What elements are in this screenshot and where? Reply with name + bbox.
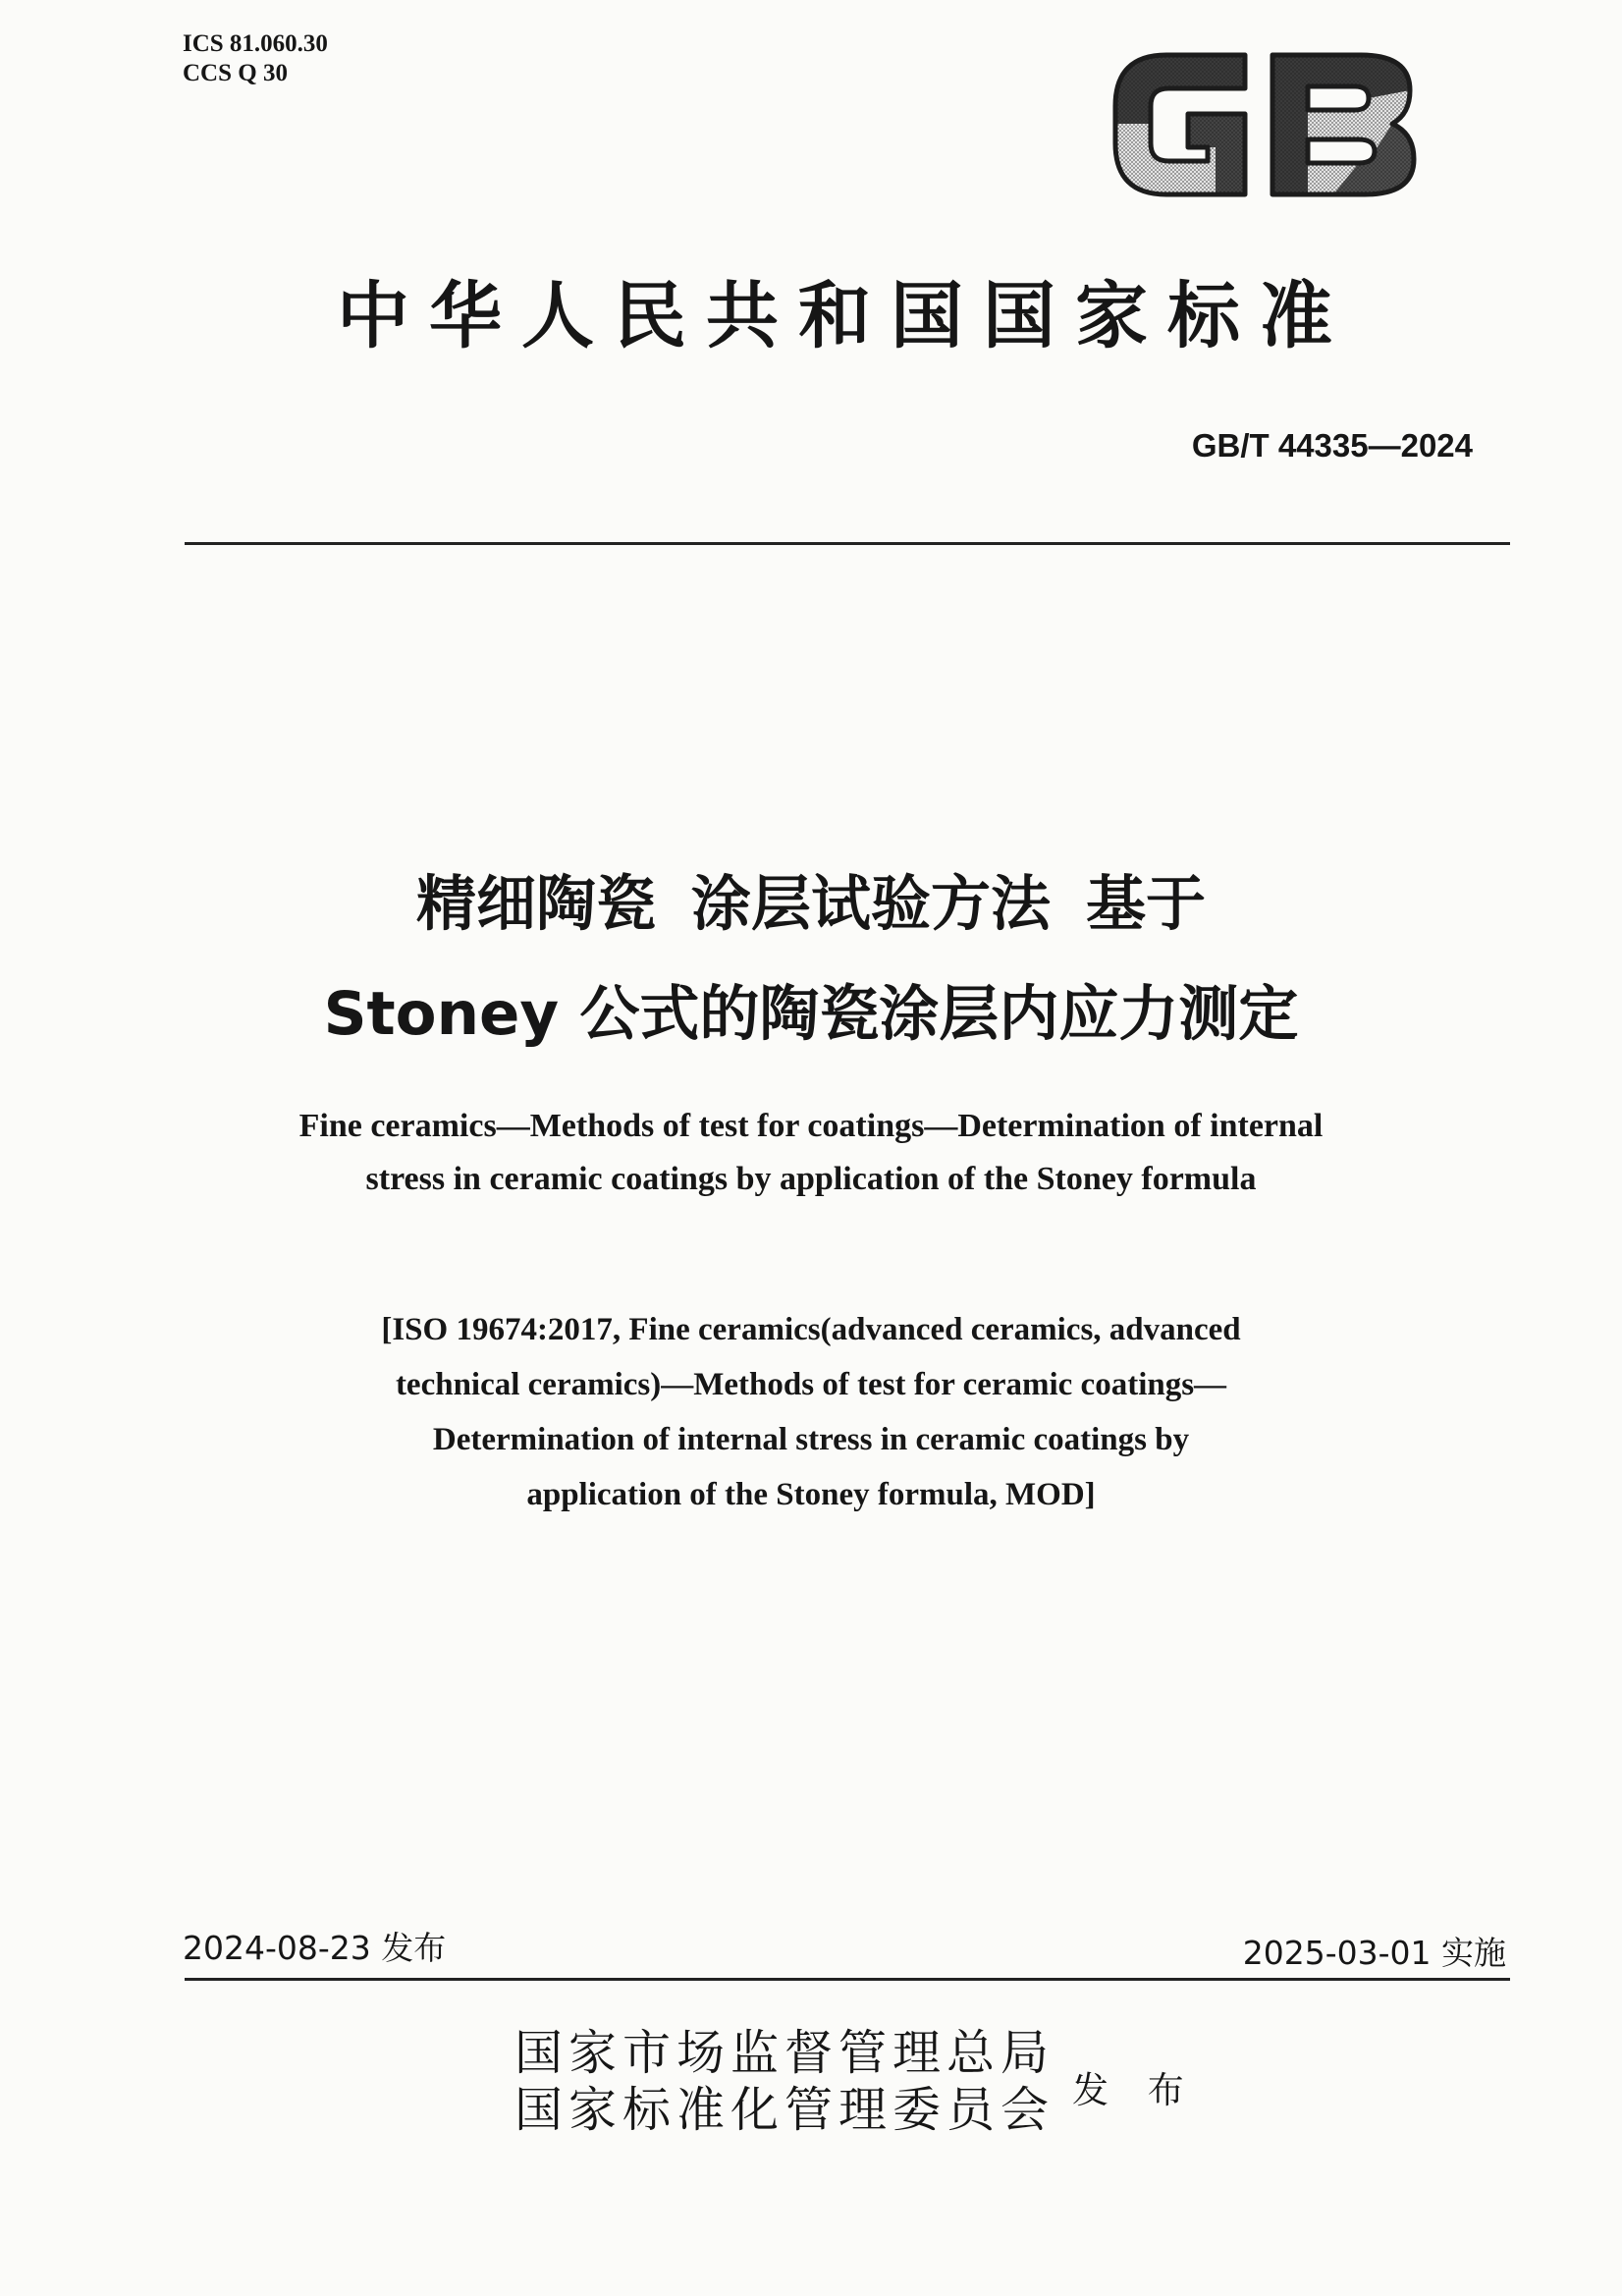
bottom-divider <box>185 1978 1510 1981</box>
issuing-authorities <box>514 2025 1054 2139</box>
issuer-samr: 国家市场监督管理总局 <box>514 2025 1055 2081</box>
iso-reference <box>0 1302 1622 1522</box>
english-title-line-2: stress in ceramic coatings by application of the Stoney formula <box>365 1161 1257 1197</box>
chinese-title-part-2: 涂层试验方法 <box>690 869 1051 939</box>
classification-codes <box>183 29 328 88</box>
national-standard-title: 中华人民共和国国家标准 <box>337 274 1352 358</box>
iso-reference-line-3: Determination of internal stress in ceramic coatings by <box>432 1422 1190 1457</box>
chinese-title-line-2: Stoney 公式的陶瓷涂层内应力测定 <box>323 979 1299 1049</box>
chinese-title-line-1 <box>0 849 1622 959</box>
issue-date: 2024-08-23 发布 <box>183 1929 447 1967</box>
ics-code: ICS 81.060.30 <box>183 30 328 57</box>
ccs-code: CCS Q 30 <box>183 60 288 86</box>
iso-reference-line-2: technical ceramics)—Methods of test for ceramic coatings— <box>395 1367 1227 1402</box>
gb-logo-icon <box>1098 37 1432 212</box>
english-title-line-1: Fine ceramics—Methods of test for coatings—Determination of internal <box>298 1108 1324 1144</box>
issued-label: 发 布 <box>1072 2069 1198 2111</box>
issuer-sac: 国家标准化管理委员会 <box>514 2082 1055 2138</box>
iso-reference-line-4: application of the Stoney formula, MOD] <box>526 1477 1096 1512</box>
implementation-date: 2025-03-01 实施 <box>1242 1934 1506 1972</box>
english-title <box>0 1100 1622 1206</box>
top-divider <box>185 542 1510 545</box>
iso-reference-line-1: [ISO 19674:2017, Fine ceramics(advanced ceramics, advanced <box>381 1312 1241 1347</box>
chinese-title-part-3: 基于 <box>1086 869 1207 939</box>
chinese-title-part-1: 精细陶瓷 <box>415 869 656 939</box>
standard-number: GB/T 44335—2024 <box>1191 427 1473 464</box>
chinese-title <box>0 849 1622 1069</box>
